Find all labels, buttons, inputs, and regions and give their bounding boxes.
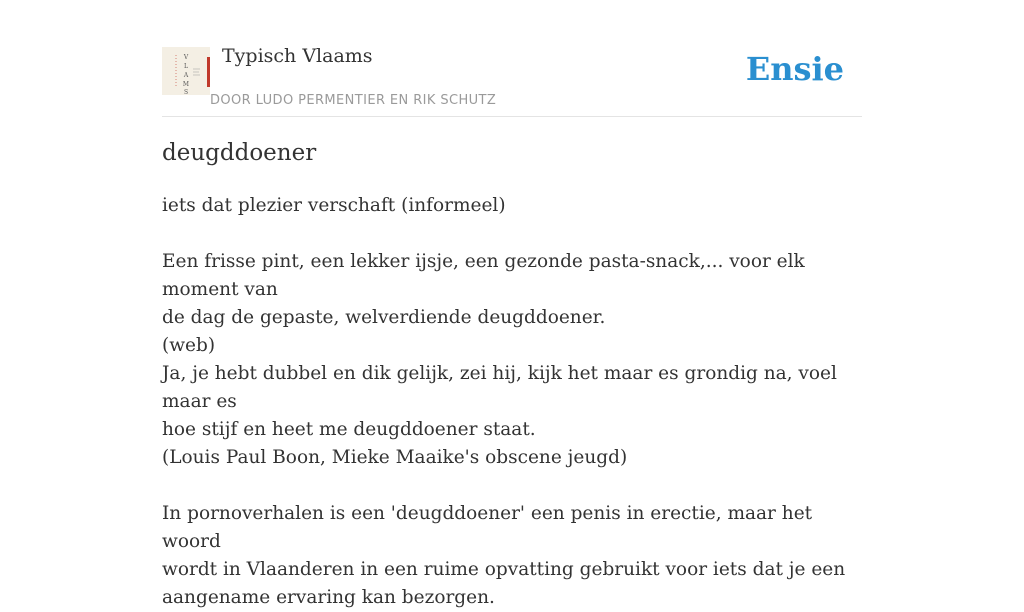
note-line: wordt in Vlaanderen in een ruime opvatting gebruikt voor iets dat je een [162,559,846,580]
svg-text:S: S [183,89,189,96]
example-source: (Louis Paul Boon, Mieke Maaike's obscene jeugd) [162,447,628,468]
spacer [162,220,862,248]
example-line: hoe stijf en heet me deugddoener staat. [162,419,536,440]
spacer [162,472,862,500]
note-line: aangename ervaring kan bezorgen. [162,587,495,608]
example-line: de dag de gepaste, welverdiende deugddoener. [162,307,606,328]
entry-word: deugddoener [162,140,317,166]
book-title[interactable]: Typisch Vlaams [222,45,373,67]
definition: iets dat plezier verschaft (informeel) [162,195,506,216]
book-authors: DOOR LUDO PERMENTIER EN RIK SCHUTZ [210,93,497,108]
note-line: In pornoverhalen is een 'deugddoener' een penis in erectie, maar het woord [162,503,813,552]
ensie-logo-link[interactable]: Ensie [745,50,844,88]
entry-body [162,192,862,612]
book-cover-icon[interactable] [162,47,210,95]
svg-text:M: M [182,81,190,88]
svg-text:V: V [183,54,189,61]
svg-text:A: A [183,72,189,79]
page-container [162,0,862,608]
example-line: Ja, je hebt dubbel en dik gelijk, zei hij, kijk het maar es grondig na, voel maar es [162,363,837,412]
entry-header [162,0,862,117]
example-line: Een frisse pint, een lekker ijsje, een gezonde pasta-snack,... voor elk moment van [162,251,805,300]
svg-text:L: L [184,63,188,70]
example-source: (web) [162,335,216,356]
